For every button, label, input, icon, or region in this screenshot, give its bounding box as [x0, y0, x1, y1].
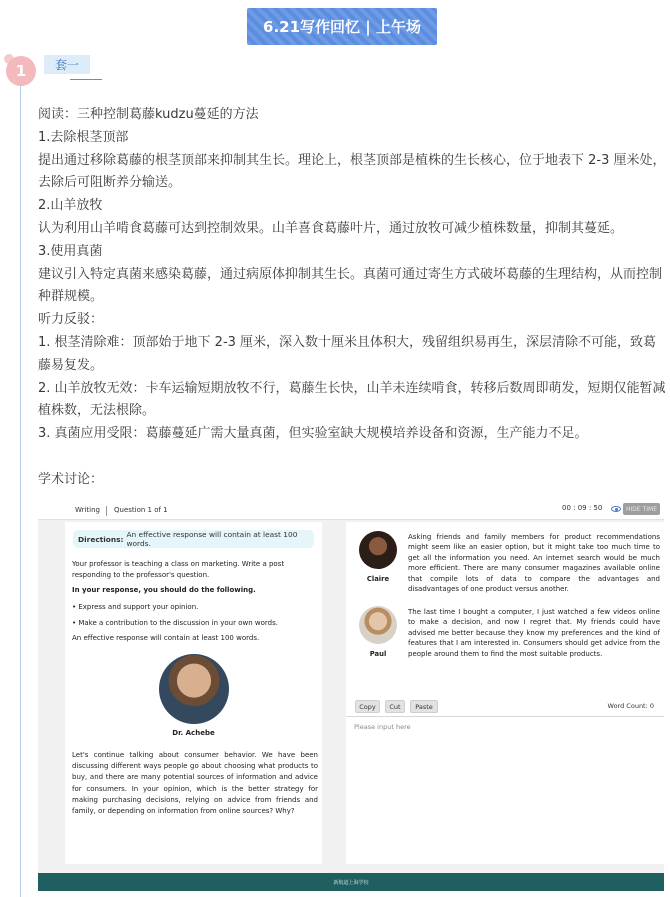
reading-title: 阅读：三种控制葛藤kudzu蔓延的方法: [38, 107, 259, 122]
header-banner: [247, 8, 437, 45]
claire-name: Claire: [366, 575, 390, 583]
professor-question: Let's continue talking about consumer behavior. We have been discussing different ways people go about choosing what products to buy, and there are many potential sources of information and advice for consumers. In your opinion, which is the better strategy for making purchasing decisions, relying on advice from friends and family, or depending on information from online sources? Why?: [72, 751, 318, 816]
section-number-badge: [6, 56, 36, 86]
cut-button[interactable]: Cut: [385, 700, 405, 713]
word-count: Word Count: 0: [607, 702, 654, 710]
rebuttal-3: 3. 真菌应用受限：葛藤蔓延广需大量真菌，但实验室缺大规模培养设备和资源，生产能力不足。: [38, 426, 588, 442]
prompt-card: [65, 522, 322, 864]
paul-avatar: [359, 606, 397, 644]
method-1-text: 提出通过移除葛藤的根茎顶部来抑制其生长。理论上，根茎顶部是植株的生长核心，位于地表下 2-3 厘米处，去除后可阻断养分输送。: [38, 152, 666, 191]
prompt-intro: Your professor is teaching a class on marketing. Write a post responding to the professor's question.: [72, 560, 285, 580]
paste-button[interactable]: Paste: [410, 700, 438, 713]
topbar-divider: [106, 506, 107, 516]
rebuttal-2: 2. 山羊放牧无效：卡车运输短期放牧不行，葛藤生长快，山羊未连续啃食，转移后数周即萌发，短期仅能暂减植株数，无法根除。: [38, 380, 666, 419]
timeline-line: [20, 80, 21, 897]
method-3-heading: 3.使用真菌: [38, 243, 103, 259]
section-number: 1: [15, 62, 27, 80]
set-tag: 套一: [44, 55, 90, 74]
hide-time-button[interactable]: HIDE TIME: [623, 503, 660, 515]
method-1-heading: 1.去除根茎顶部: [38, 129, 129, 145]
method-2-text: 认为利用山羊啃食葛藤可达到控制效果。山羊喜食葛藤叶片，通过放牧可减少植株数量，抑制其蔓延。: [38, 220, 624, 236]
prompt-bullet-1: • Express and support your opinion.: [72, 603, 199, 611]
rebuttal-1: 1. 根茎清除难：顶部始于地下 2-3 厘米，深入数十厘米且体积大，残留组织易再生，深层清除不可能，致葛藤易复发。: [38, 334, 657, 373]
question-counter: Question 1 of 1: [114, 506, 168, 514]
method-3-text: 建议引入特定真菌来感染葛藤，通过病原体抑制其生长。真菌可通过寄生方式破坏葛藤的生理结构，从而控制种群规模。: [38, 266, 663, 305]
professor-avatar: [159, 654, 229, 724]
prompt-bullet-2: • Make a contribution to the discussion in your own words.: [72, 619, 278, 627]
claire-avatar: [359, 531, 397, 569]
exam-screenshot: [38, 502, 664, 891]
directions-box: [73, 530, 314, 548]
discussion-label: 学术讨论：: [38, 471, 104, 487]
copy-button[interactable]: Copy: [355, 700, 380, 713]
footer-bar: [38, 873, 664, 891]
response-editor[interactable]: [346, 716, 664, 862]
editor-placeholder: Please input here: [354, 723, 411, 731]
article-body: [38, 104, 666, 492]
prompt-should-do: In your response, you should do the following.: [72, 586, 256, 594]
prompt-length: An effective response will contain at least 100 words.: [72, 634, 260, 642]
directions-text: An effective response will contain at least 100 words.: [126, 530, 298, 548]
section-label: Writing: [75, 506, 100, 514]
timer: 00 : 09 : 50: [562, 504, 603, 512]
professor-name: Dr. Achebe: [172, 729, 215, 737]
claire-post: Asking friends and family members for product recommendations might seem like an easier option, but it might take too much time to get all the information you need. An internet search would be much more efficient. There are many consumer magazines available online that compile lots of data to compare the advantages and disadvantages of one product versus another.: [408, 533, 660, 594]
paul-post: The last time I bought a computer, I just watched a few videos online to make a decision, and now I regret that. My friends could have advised me better because they know my preferences and the kind of features that I am interested in. Consumers should get advice from the people around them to find the most suitable products.: [408, 608, 660, 658]
exam-topbar: [38, 502, 664, 520]
eye-icon[interactable]: [611, 506, 621, 512]
editor-toolbar: [346, 697, 664, 715]
banner-title: 6.21写作回忆 | 上午场: [263, 18, 421, 36]
method-2-heading: 2.山羊放牧: [38, 198, 103, 214]
paul-name: Paul: [369, 650, 387, 658]
footer-text: 新航道上海学校: [333, 879, 369, 886]
directions-label: Directions:: [78, 534, 124, 544]
set-tag-underline: [70, 79, 102, 80]
listening-heading: 听力反驳：: [38, 312, 104, 328]
